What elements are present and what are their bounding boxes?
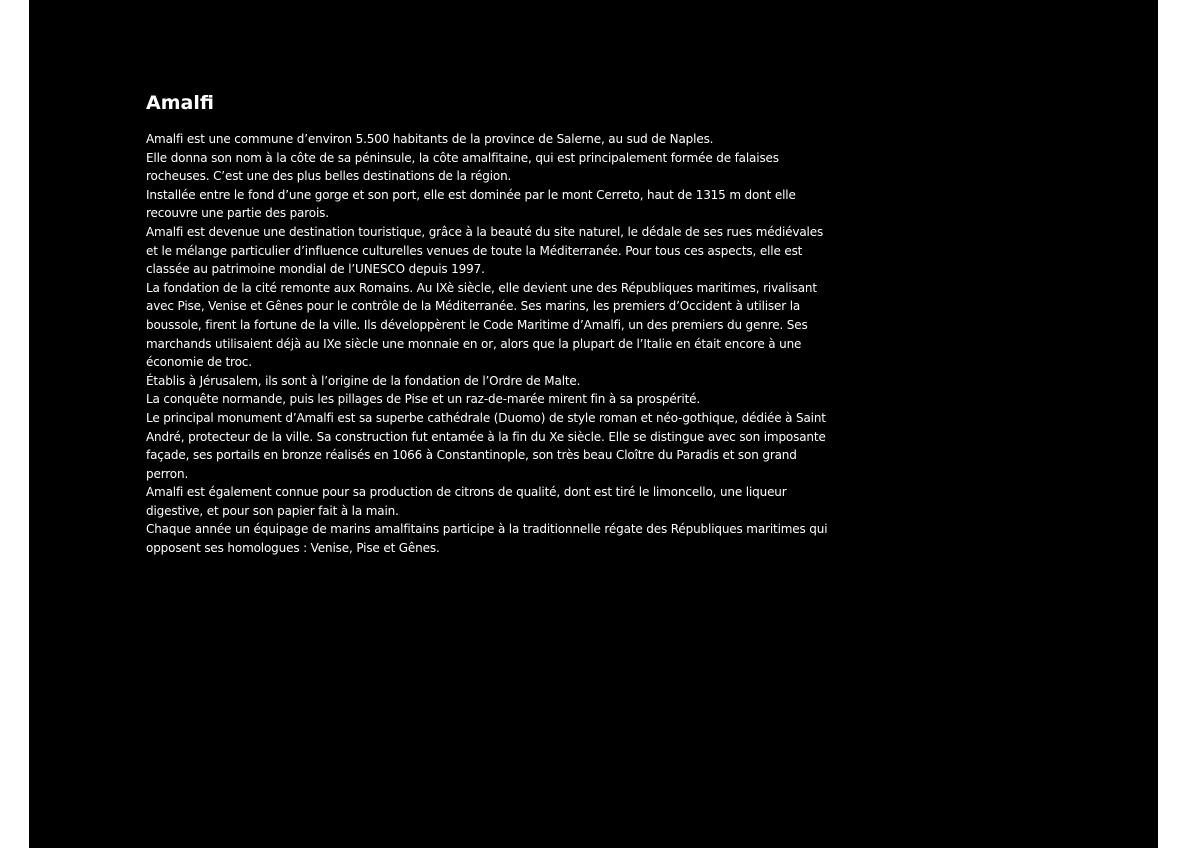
paragraph: La fondation de la cité remonte aux Romains. Au IXè siècle, elle devient une des Républiques maritimes, rivalisant avec Pise, Venise et Gênes pour le contrôle de la Méditerranée. Ses marins, les premiers d’Occident à utiliser la boussole, firent la fortune de la ville. Ils développèrent le Code Maritime d’Amalfi, un des premiers du genre. Ses marchands utilisaient déjà au IXe siècle une monnaie en or, alors que la plupart de l’Italie en était encore à une économie de troc.	[146, 280, 817, 370]
page-title: Amalfi	[146, 92, 214, 114]
paragraph: Elle donna son nom à la côte de sa péninsule, la côte amalfitaine, qui est principalement formée de falaises rocheuses. C’est une des plus belles destinations de la région.	[146, 150, 779, 184]
paragraph: Établis à Jérusalem, ils sont à l’origine de la fondation de l’Ordre de Malte.	[146, 373, 581, 388]
paragraph: Amalfi est également connue pour sa production de citrons de qualité, dont est tiré le limoncello, une liqueur digestive, et pour son papier fait à la main.	[146, 485, 787, 518]
paragraph: Chaque année un équipage de marins amalfitains participe à la traditionnelle régate des Républiques maritimes qui opposent ses homologues : Venise, Pise et Gênes.	[146, 522, 828, 556]
document-page	[29, 0, 1158, 848]
paragraph: Amalfi est devenue une destination touristique, grâce à la beauté du site naturel, le dédale de ses rues médiévales et le mélange particulier d’influence culturelles venues de toute la Méditerranée. Pour tous ces aspects, elle est classée au patrimoine mondial de l’UNESCO depuis 1997.	[146, 224, 824, 277]
paragraph: Le principal monument d’Amalfi est sa superbe cathédrale (Duomo) de style roman et néo-gothique, dédiée à Saint André, protecteur de la ville. Sa construction fut entamée à la fin du Xe siècle. Elle se distingue avec son imposante façade, ses portails en bronze réalisés en 1066 à Constantinople, son très beau Cloître du Paradis et son grand perron.	[146, 410, 826, 481]
document-body	[146, 90, 836, 558]
paragraph: Amalfi est une commune d’environ 5.500 habitants de la province de Salerne, au sud de Naples.	[146, 132, 714, 146]
paragraph: Installée entre le fond d’une gorge et son port, elle est dominée par le mont Cerreto, haut de 1315 m dont elle recouvre une partie des parois.	[146, 187, 796, 221]
paragraph: La conquête normande, puis les pillages de Pise et un raz-de-marée mirent fin à sa prospérité.	[146, 392, 701, 407]
